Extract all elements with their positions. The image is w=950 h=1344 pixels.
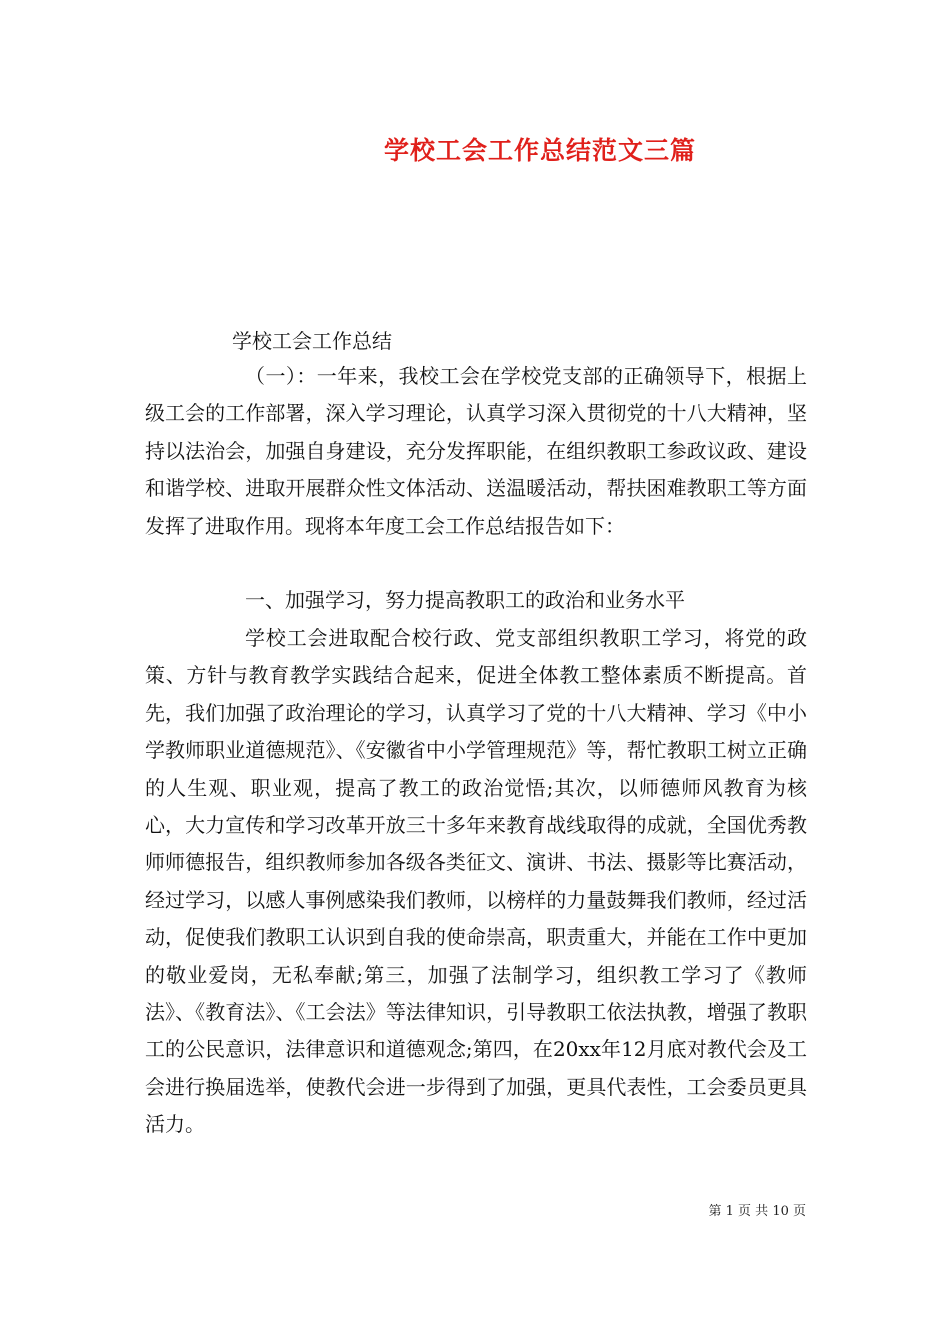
paragraph-intro: （一）：一年来，我校工会在学校党支部的正确领导下，根据上级工会的工作部署，深入学习理论，认真学习深入贯彻党的十八大精神，坚持以法治会，加强自身建设，充分发挥职能，在组织教职工参政议政、建设和谐学校、进取开展群众性文体活动、送温暖活动，帮扶困难教职工等方面发挥了进取作用。现将本年度工会工作总结报告如下：	[145, 364, 807, 538]
section-heading: 学校工会工作总结	[232, 329, 392, 353]
document-title: 学校工会工作总结范文三篇	[383, 136, 696, 165]
page-number: 第 1 页 共 10 页	[708, 1204, 806, 1219]
paragraph-study: 学校工会进取配合校行政、党支部组织教职工学习，将党的政策、方针与教育教学实践结合起来，促进全体教工整体素质不断提高。首先，我们加强了政治理论的学习，认真学习了党的十八大精神、学习《中小学教师职业道德规范》、《安徽省中小学管理规范》等，帮忙教职工树立正确的人生观、职业观，提高了教工的政治觉悟;其次，以师德师风教育为核心，大力宣传和学习改革开放三十多年来教育战线取得的成就，全国优秀教师师德报告，组织教师参加各级各类征文、演讲、书法、摄影等比赛活动，经过学习，以感人事例感染我们教师，以榜样的力量鼓舞我们教师，经过活动，促使我们教职工认识到自我的使命崇高，职责重大，并能在工作中更加的敬业爱岗，无私奉献;第三，加强了法制学习，组织教工学习了《教师法》、《教育法》、《工会法》等法律知识，引导教职工依法执教，增强了教职工的公民意识，法律意识和道德观念;第四，在20xx年12月底对教代会及工会进行换届选举，使教代会进一步得到了加强，更具代表性，工会委员更具活力。	[145, 626, 807, 1137]
subheading-study: 一、加强学习，努力提高教职工的政治和业务水平	[245, 588, 685, 612]
